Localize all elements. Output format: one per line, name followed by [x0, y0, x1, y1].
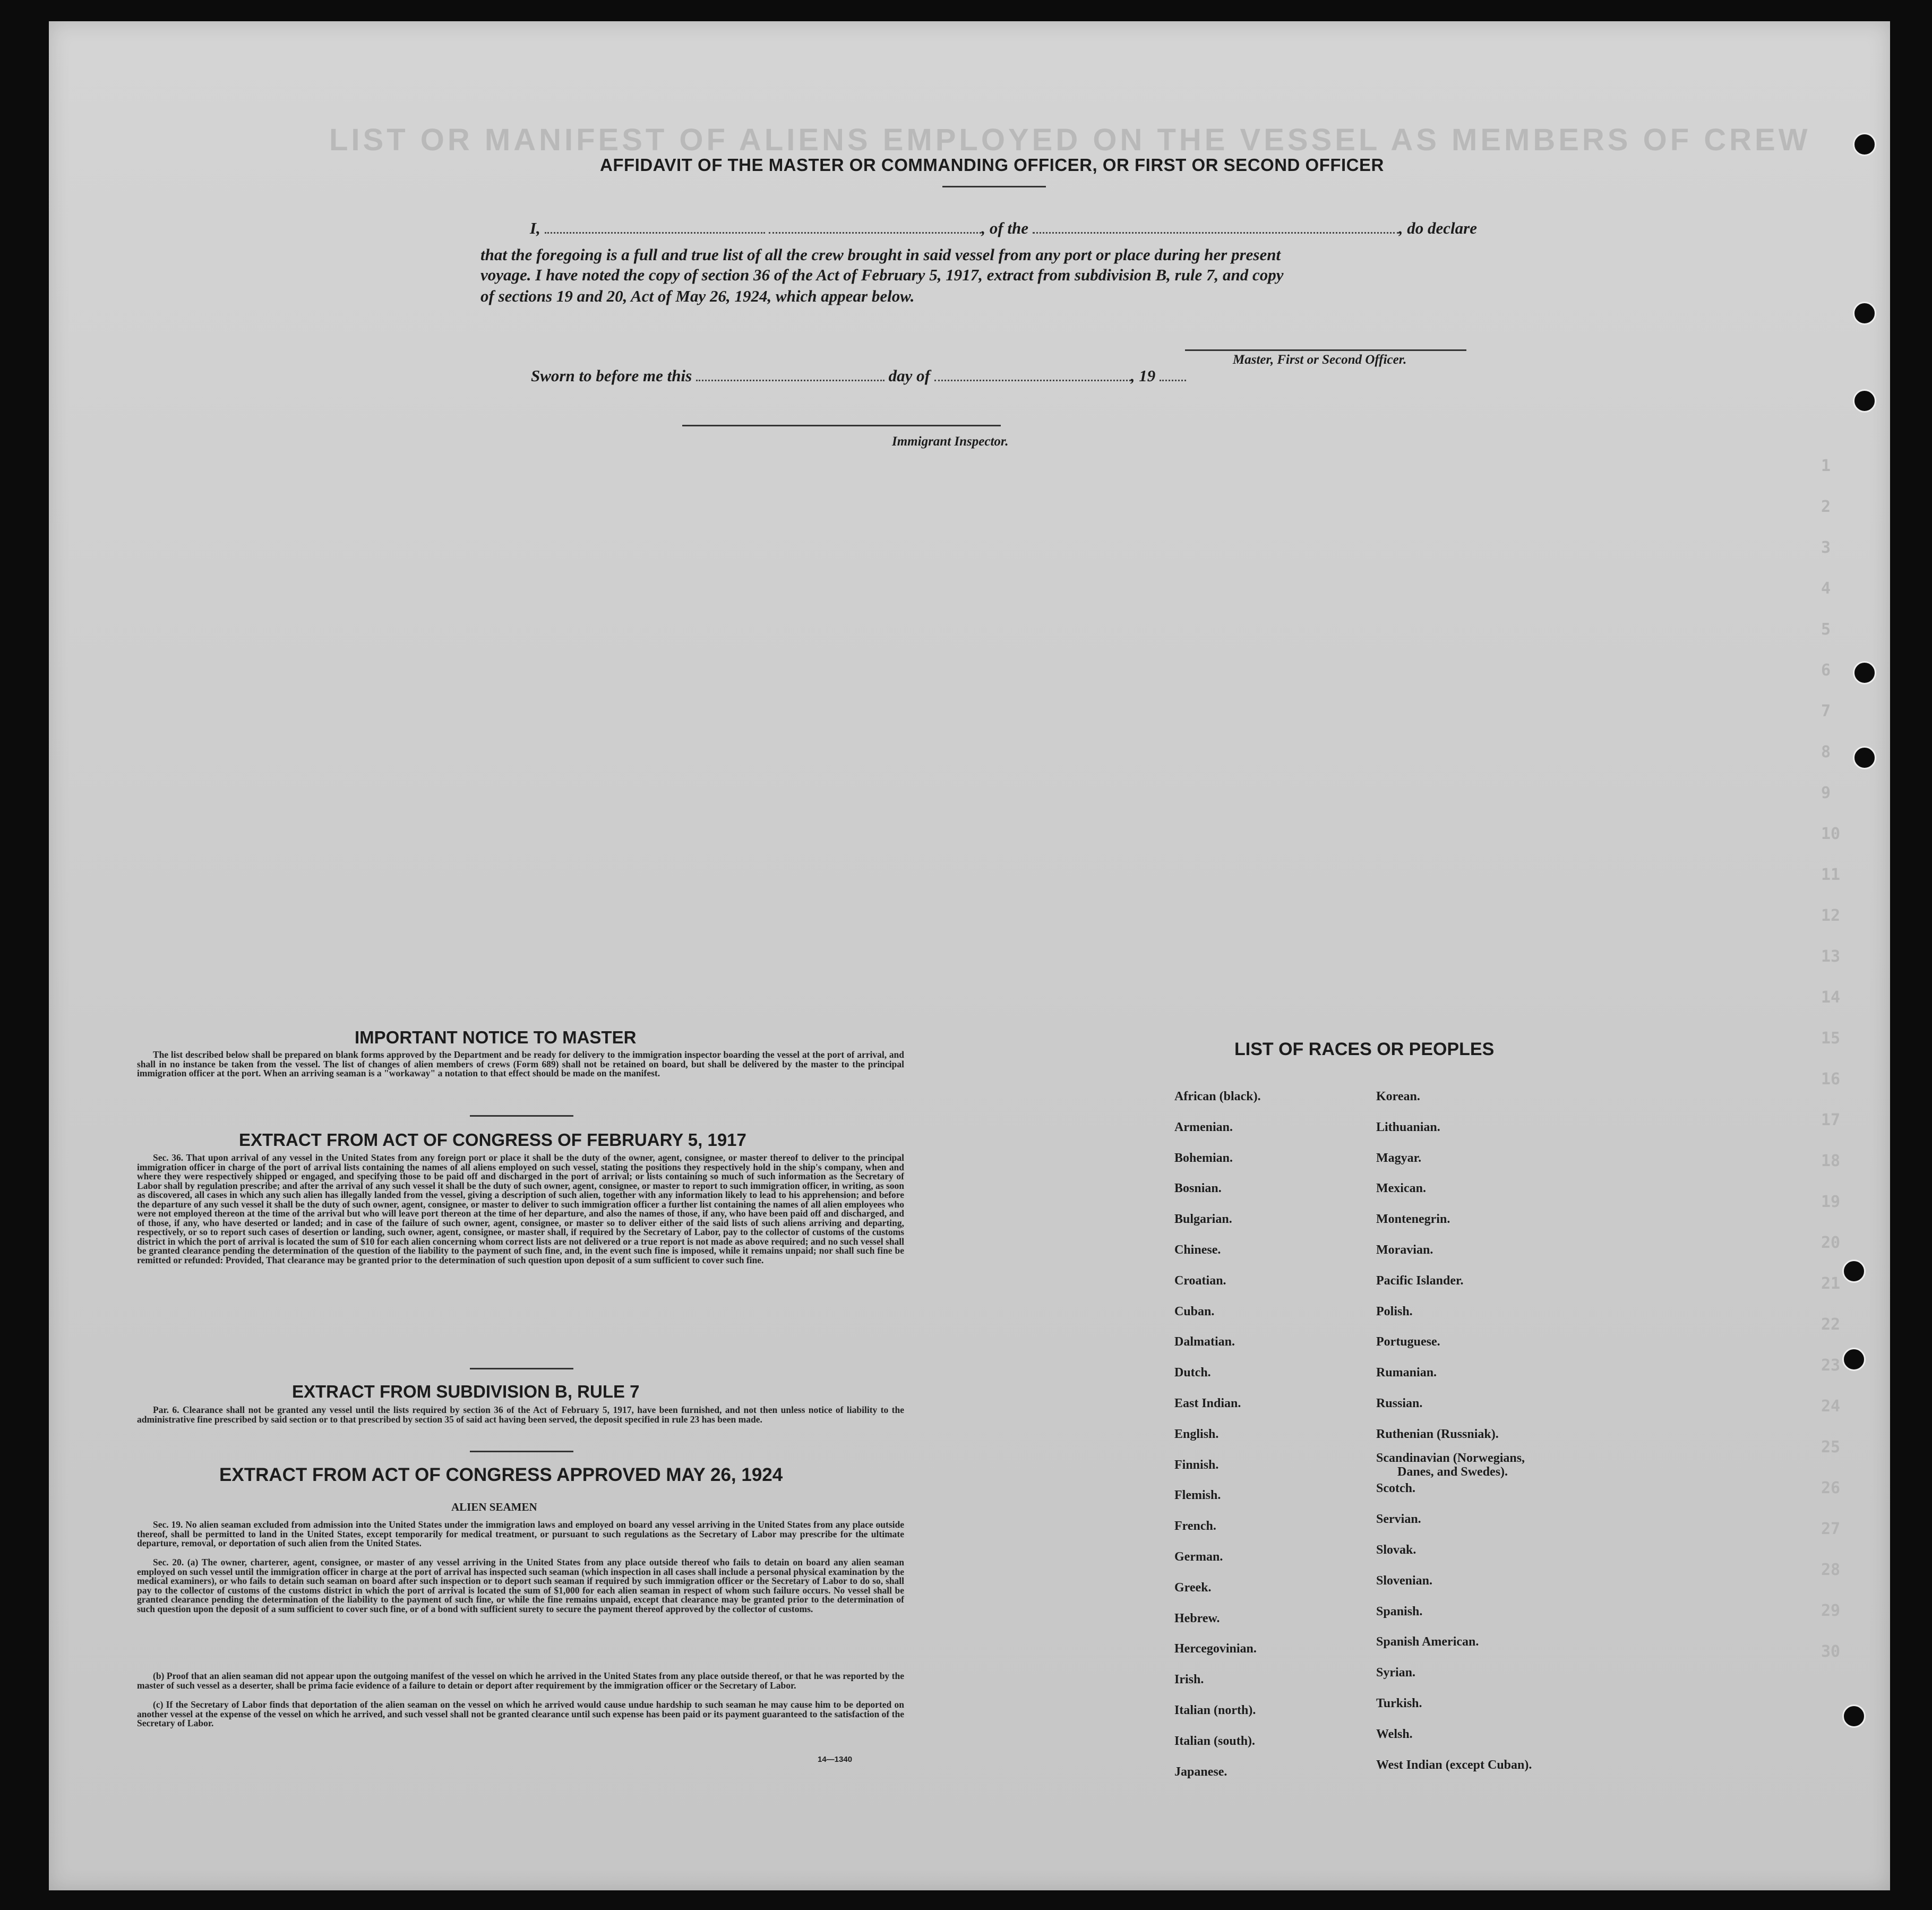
race-item: Portuguese.	[1376, 1335, 1440, 1349]
binder-hole	[1842, 1705, 1866, 1728]
race-item: Japanese.	[1174, 1765, 1227, 1779]
sworn-day-of: day of	[888, 366, 930, 385]
bleed-row-number: 28	[1821, 1561, 1841, 1579]
affidavit-line-1	[530, 219, 1477, 238]
rule7-rule	[470, 1451, 573, 1452]
form-number: 14—1340	[818, 1755, 853, 1764]
bleed-row-number: 29	[1821, 1601, 1841, 1620]
bleed-row-number: 25	[1821, 1438, 1841, 1457]
race-item: Scandinavian (Norwegians,	[1376, 1451, 1525, 1465]
race-item: Slovak.	[1376, 1543, 1416, 1557]
affidavit-line-2: that the foregoing is a full and true list of all the crew brought in said vessel from any port or place during her present	[480, 245, 1281, 264]
bleed-row-number: 10	[1821, 825, 1841, 843]
day-blank	[696, 375, 885, 381]
sworn-prefix: Sworn to before me this	[531, 366, 692, 385]
bleed-row-number: 26	[1821, 1479, 1841, 1497]
bleed-row-number: 12	[1821, 906, 1841, 925]
bleed-row-number: 2	[1821, 498, 1831, 516]
race-item: Spanish American.	[1376, 1635, 1479, 1649]
extract-1917-rule	[470, 1368, 573, 1369]
race-item: Slovenian.	[1376, 1573, 1433, 1588]
inspector-label: Immigrant Inspector.	[892, 434, 1009, 449]
race-item: Armenian.	[1174, 1120, 1233, 1134]
race-item: Hebrew.	[1174, 1611, 1220, 1625]
race-item: Croatian.	[1174, 1273, 1226, 1288]
sec20a-body: Sec. 20. (a) The owner, charterer, agent, consignee, or master of any vessel arriving in the United States from any place outside thereof who fails to detain on board any alien seaman employed on such vessel until the immigration officer in charge at the port of arrival has inspected such seaman (which inspection in all cases shall include a personal physical examination by the medical examiners), or who fails to detain such seaman on board after such inspection or to deport such seaman if required by such immigration officer or the Secretary of Labor to do so, shall pay to the collector of customs of the customs district in which the port of arrival is located the sum of $1,000 for each alien seaman in respect of whom such failure occurs. No vessel shall be granted clearance pending the determination of the liability to the payment of such fine, or while the fine remains unpaid, except that clearance may be granted prior to the determination of such question upon the deposit of a sum sufficient to cover such fine, or of a bond with sufficient surety to secure the payment thereof approved by the collector of customs.	[137, 1557, 904, 1614]
binder-hole	[1853, 389, 1876, 413]
title-rule	[942, 186, 1046, 187]
extract-1924-title: EXTRACT FROM ACT OF CONGRESS APPROVED MAY 26, 1924	[219, 1464, 783, 1485]
bleed-row-number: 13	[1821, 947, 1841, 966]
bleed-row-number: 30	[1821, 1642, 1841, 1661]
bleed-row-number: 5	[1821, 620, 1831, 639]
bleed-row-number: 17	[1821, 1111, 1841, 1129]
sec20b-body: (b) Proof that an alien seaman did not appear upon the outgoing manifest of the vessel on which he arrived in the United States from any place outside thereof, or that he was reported by the master of such vessel as a deserter, shall be prima facie evidence of a failure to detain or deport after requirement by the immigration officer or the Secretary of Labor.	[137, 1671, 904, 1691]
race-item: Pacific Islander.	[1376, 1273, 1464, 1288]
affidavit-do-declare: , do declare	[1398, 219, 1477, 237]
race-item: Bohemian.	[1174, 1151, 1233, 1165]
bleed-row-number: 21	[1821, 1274, 1841, 1293]
race-item: Welsh.	[1376, 1727, 1413, 1741]
name-blank	[545, 228, 765, 234]
race-item: East Indian.	[1174, 1396, 1241, 1410]
notice-title: IMPORTANT NOTICE TO MASTER	[355, 1027, 637, 1047]
bleed-row-number: 8	[1821, 743, 1831, 761]
race-item: Montenegrin.	[1376, 1212, 1450, 1227]
binder-hole	[1853, 661, 1876, 684]
bleed-row-number: 20	[1821, 1234, 1841, 1252]
bleed-row-number: 14	[1821, 988, 1841, 1007]
race-item: Finnish.	[1174, 1458, 1219, 1472]
race-item: Bosnian.	[1174, 1181, 1222, 1196]
race-item: Korean.	[1376, 1090, 1420, 1103]
rule7-body: Par. 6. Clearance shall not be granted any vessel until the lists required by section 36 of the Act of February 5, 1917, have been furnished, and not then unless notice of liability to the administrative fine prescribed by said section or to that prescribed by section 35 of said act having been served, the deposit specified in rule 23 has been made.	[137, 1404, 904, 1425]
bleed-row-number: 24	[1821, 1397, 1841, 1416]
race-item: German.	[1174, 1549, 1223, 1564]
affidavit-line-4: of sections 19 and 20, Act of May 26, 1924, which appear below.	[480, 287, 915, 305]
binder-hole	[1853, 746, 1876, 769]
sworn-year: , 19	[1130, 366, 1156, 385]
race-item: English.	[1174, 1427, 1219, 1441]
race-item: Cuban.	[1174, 1304, 1215, 1318]
bleed-row-number: 18	[1821, 1152, 1841, 1170]
vessel-blank	[1033, 228, 1399, 234]
bleed-through-title: LIST OR MANIFEST OF ALIENS EMPLOYED ON THE VESSEL AS MEMBERS OF CREW	[329, 123, 1811, 157]
bleed-row-number: 7	[1821, 702, 1831, 721]
extract-1917-title: EXTRACT FROM ACT OF CONGRESS OF FEBRUARY 5, 1917	[239, 1130, 746, 1150]
binder-hole	[1842, 1260, 1866, 1283]
race-item: Spanish.	[1376, 1604, 1423, 1618]
bleed-row-number: 19	[1821, 1193, 1841, 1211]
race-item-two-line	[1376, 1451, 1532, 1482]
year-blank	[1160, 375, 1186, 381]
races-title: LIST OF RACES OR PEOPLES	[1234, 1039, 1495, 1059]
race-item: African (black).	[1174, 1090, 1261, 1103]
race-item: Rumanian.	[1376, 1366, 1437, 1380]
bleed-row-number: 22	[1821, 1315, 1841, 1334]
sec20c-body: (c) If the Secretary of Labor finds that deportation of the alien seaman on the vessel on which he arrived would cause undue hardship to such seaman he may cause him to be deported on another vessel at the expense of the vessel on which he arrived, and such vessel shall not be granted clearance until such expense has been paid or its payment guaranteed to the satisfaction of the Secretary of Labor.	[137, 1699, 904, 1728]
race-item: Hercegovinian.	[1174, 1642, 1257, 1656]
race-item: Dalmatian.	[1174, 1335, 1235, 1349]
notice-body: The list described below shall be prepared on blank forms approved by the Department and be ready for delivery to the immigration inspector boarding the vessel at the port of arrival, and shall in no instance be taken from the vessel. The list of changes of alien members of crews (Form 689) shall not be retained on board, but shall be delivered by the master to the principal immigration officer at the port. When an arriving seaman is a "workaway" a notation to that effect should be made on the manifest.	[137, 1049, 904, 1078]
bleed-row-number: 6	[1821, 661, 1831, 680]
binder-hole	[1853, 133, 1876, 156]
bleed-row-number: 4	[1821, 579, 1831, 598]
bleed-row-number: 9	[1821, 784, 1831, 802]
race-item: Magyar.	[1376, 1151, 1422, 1165]
master-label: Master, First or Second Officer.	[1233, 353, 1407, 367]
race-item: Flemish.	[1174, 1488, 1221, 1503]
affidavit-line-3: voyage. I have noted the copy of section 36 of the Act of February 5, 1917, extract from subdivision B, rule 7, and copy	[480, 265, 1284, 284]
race-item: Servian.	[1376, 1512, 1421, 1527]
rule7-title: EXTRACT FROM SUBDIVISION B, RULE 7	[292, 1382, 640, 1401]
alien-seamen-subtitle: ALIEN SEAMEN	[451, 1501, 537, 1513]
race-item: Lithuanian.	[1376, 1120, 1440, 1134]
notice-rule	[470, 1115, 573, 1117]
race-item: Russian.	[1376, 1396, 1423, 1410]
affidavit-i: I,	[530, 219, 540, 237]
race-item: Ruthenian (Russniak).	[1376, 1427, 1499, 1441]
bleed-row-number: 23	[1821, 1356, 1841, 1375]
race-item: Syrian.	[1376, 1666, 1416, 1680]
month-blank	[934, 375, 1131, 381]
bleed-row-number: 16	[1821, 1070, 1841, 1089]
race-item: Danes, and Swedes).	[1397, 1464, 1508, 1479]
bleed-row-number: 15	[1821, 1029, 1841, 1048]
race-item: Bulgarian.	[1174, 1212, 1232, 1227]
master-signature-line	[1185, 349, 1466, 351]
race-item: Polish.	[1376, 1304, 1413, 1318]
bleed-row-number: 27	[1821, 1520, 1841, 1538]
bleed-row-number: 1	[1821, 457, 1831, 475]
race-item: Dutch.	[1174, 1366, 1211, 1380]
race-item: Italian (south).	[1174, 1734, 1256, 1748]
races-left-column	[1174, 1090, 1261, 1795]
races-right-column	[1376, 1090, 1532, 1788]
race-item: Italian (north).	[1174, 1703, 1256, 1717]
race-item: Turkish.	[1376, 1696, 1422, 1710]
binder-hole	[1853, 302, 1876, 325]
race-item: West Indian (except Cuban).	[1376, 1758, 1532, 1772]
race-item: Irish.	[1174, 1673, 1204, 1687]
bleed-row-number: 11	[1821, 866, 1841, 884]
sworn-line	[531, 366, 1186, 386]
extract-1917-body: Sec. 36. That upon arrival of any vessel in the United States from any foreign port or place it shall be the duty of the owner, agent, consignee, or master thereof to deliver to the principal immigration officer in charge of the port of arrival lists containing the names of all aliens employed on such vessel, stating the positions they respectively hold in the ship's company, when and where they were respectively shipped or engaged, and specifying those to be paid off and discharged in the port of arrival; or lists containing so much of such information as the Secretary of Labor shall by regulation prescribe; and after the arrival of any such vessel it shall be the duty of such owner, agent, consignee, or master to report to such immigration officer, in writing, as soon as discovered, all cases in which any such alien has illegally landed from the vessel, giving a description of such alien, together with any information likely to lead to his apprehension; and before the departure of any such vessel it shall be the duty of such owner, agent, consignee, or master to deliver to such immigration officer a further list containing the names of all alien employees who were not employed thereon at the time of the arrival but who will leave port thereon at the time of her departure, and also the names of those, if any, who have been paid off and discharged, and of those, if any, who have deserted or landed; and in case of the failure of such owner, agent, consignee, or master so to deliver either of the said lists of such aliens arriving and departing, respectively, or so to report such cases of desertion or landing, such owner, agent, consignee, or master shall, if required by the Secretary of Labor, pay to the collector of customs of the customs district in which the port of arrival is located the sum of $10 for each alien concerning whom correct lists are not delivered or a true report is not made as above required; and no such vessel shall be granted clearance pending the determination of the question of the liability to the payment of such fine, and, in the event such fine is imposed, while it remains unpaid; nor shall such fine be remitted or refunded: Provided, That clearance may be granted prior to the determination of such question upon deposit of a sum sufficient to cover such fine.	[137, 1152, 904, 1265]
race-item: Mexican.	[1376, 1181, 1426, 1196]
sec19-body: Sec. 19. No alien seaman excluded from admission into the United States under the immigration laws and employed on board any vessel arriving in the United States from any place outside thereof, shall be permitted to land in the United States, except temporarily for medical treatment, or pursuant to such regulations as the Secretary of Labor may prescribe for the ultimate departure, removal, or deportation of such alien from the United States.	[137, 1519, 904, 1548]
binder-hole	[1842, 1348, 1866, 1371]
race-item: Greek.	[1174, 1580, 1212, 1595]
race-item: Chinese.	[1174, 1243, 1221, 1257]
race-item: Scotch.	[1376, 1481, 1415, 1496]
name-blank-2	[769, 228, 981, 234]
inspector-signature-line	[682, 425, 1001, 426]
bleed-row-number: 3	[1821, 538, 1831, 557]
affidavit-of-the: , of the	[981, 219, 1029, 237]
race-item: Moravian.	[1376, 1243, 1433, 1257]
affidavit-title: AFFIDAVIT OF THE MASTER OR COMMANDING OFFICER, OR FIRST OR SECOND OFFICER	[600, 155, 1384, 175]
race-item: French.	[1174, 1519, 1216, 1534]
